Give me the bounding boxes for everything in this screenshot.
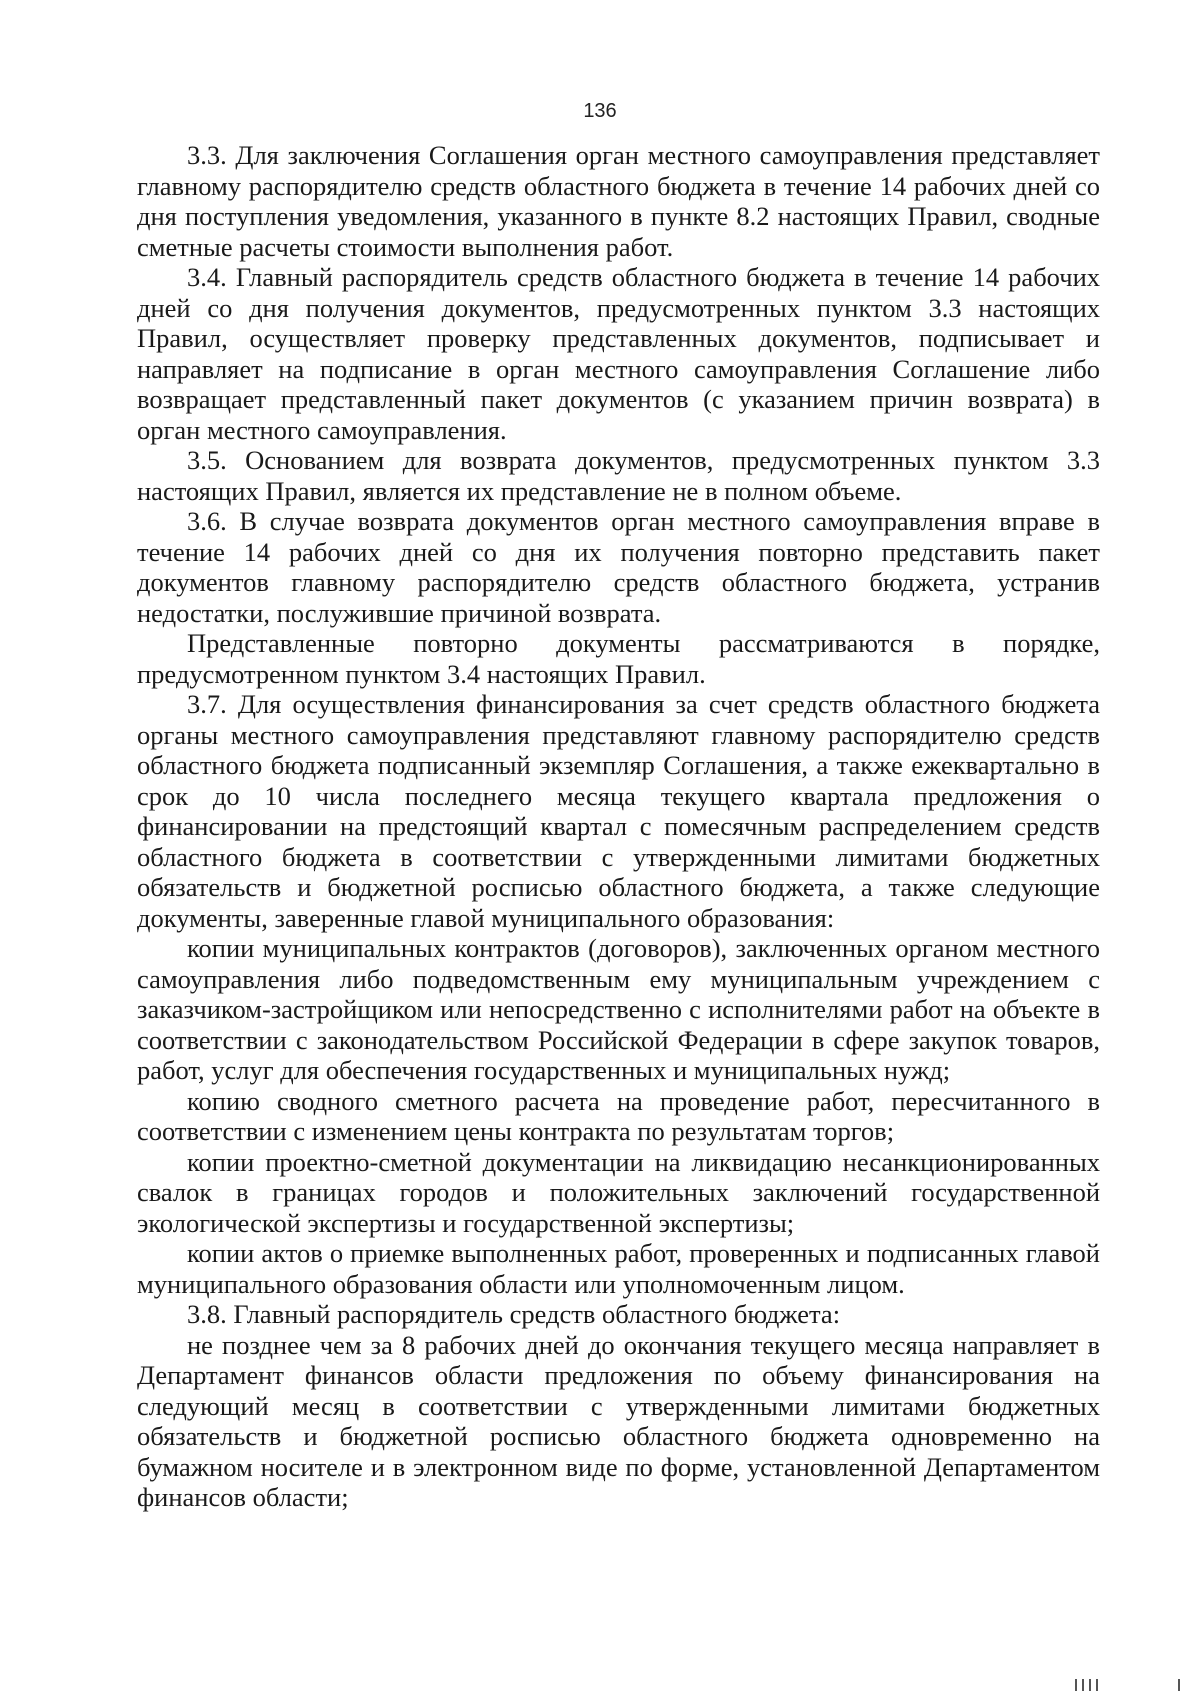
list-item-estimate: копию сводного сметного расчета на проведение работ, пересчитанного в соответствии с изменением цены контракта по результатам торгов; [137,1085,1100,1146]
paragraph-3-6-resubmission: Представленные повторно документы рассматриваются в порядке, предусмотренном пунктом 3.4 настоящих Правил. [137,628,1100,689]
scan-mark [1075,1679,1077,1691]
paragraph-3-3: 3.3. Для заключения Соглашения орган местного самоуправления представляет главному распорядителю средств областного бюджета в течение 14 рабочих дней со дня поступления уведомления, указанного в пункте 8.2 настоящих Правил, сводные сметные расчеты стоимости выполнения работ. [137,140,1100,262]
list-item-contracts: копии муниципальных контрактов (договоров), заключенных органом местного самоуправления либо подведомственным ему муниципальным учреждением с заказчиком-застройщиком или непосредственно с исполнителями работ на объекте в соответствии с законодательством Российской Федерации в сфере закупок товаров, работ, услуг для обеспечения государственных и муниципальных нужд; [137,933,1100,1085]
paragraph-3-8: 3.8. Главный распорядитель средств областного бюджета: [187,1299,841,1329]
scan-mark [1178,1679,1180,1691]
list-item-design-documentation: копии проектно-сметной документации на ликвидацию несанкционированных свалок в границах городов и положительных заключений государственной экологической экспертизы и государственной экспертизы; [137,1146,1100,1238]
scan-mark [1096,1679,1098,1691]
paragraph-3-6: 3.6. В случае возврата документов орган местного самоуправления вправе в течение 14 рабочих дней со дня их получения повторно представить пакет документов главному распорядителю средств областного бюджета, устранив недостатки, послужившие причиной возврата. [137,506,1100,628]
list-item-financing-proposals: не позднее чем за 8 рабочих дней до окончания текущего месяца направляет в Департамент финансов области предложения по объему финансирования на следующий месяц в соответствии с утвержденными лимитами бюджетных обязательств и бюджетной росписью областного бюджета одновременно на бумажном носителе и в электронном виде по форме, установленной Департаментом финансов области; [137,1329,1100,1512]
paragraph-3-4: 3.4. Главный распорядитель средств областного бюджета в течение 14 рабочих дней со дня получения документов, предусмотренных пунктом 3.3 настоящих Правил, осуществляет проверку представленных документов, подписывает и направляет на подписание в орган местного самоуправления Соглашение либо возвращает представленный пакет документов (с указанием причин возврата) в орган местного самоуправления. [137,262,1100,445]
list-item-acceptance-acts: копии актов о приемке выполненных работ, проверенных и подписанных главой муниципального образования области или уполномоченным лицом. [137,1238,1100,1299]
paragraph-3-7: 3.7. Для осуществления финансирования за счет средств областного бюджета органы местного самоуправления представляют главному распорядителю средств областного бюджета подписанный экземпляр Соглашения, а также ежеквартально в срок до 10 числа последнего месяца текущего квартала предложения о финансировании на предстоящий квартал с помесячным распределением средств областного бюджета в соответствии с утвержденными лимитами бюджетных обязательств и бюджетной росписью областного бюджета, а также следующие документы, заверенные главой муниципального образования: [137,689,1100,933]
scan-mark [1082,1679,1084,1691]
paragraph-3-5: 3.5. Основанием для возврата документов, предусмотренных пунктом 3.3 настоящих Правил, является их представление не в полном объеме. [137,445,1100,506]
scan-mark [1089,1679,1091,1691]
document-body [137,140,1100,1513]
page-number: 136 [583,100,617,122]
